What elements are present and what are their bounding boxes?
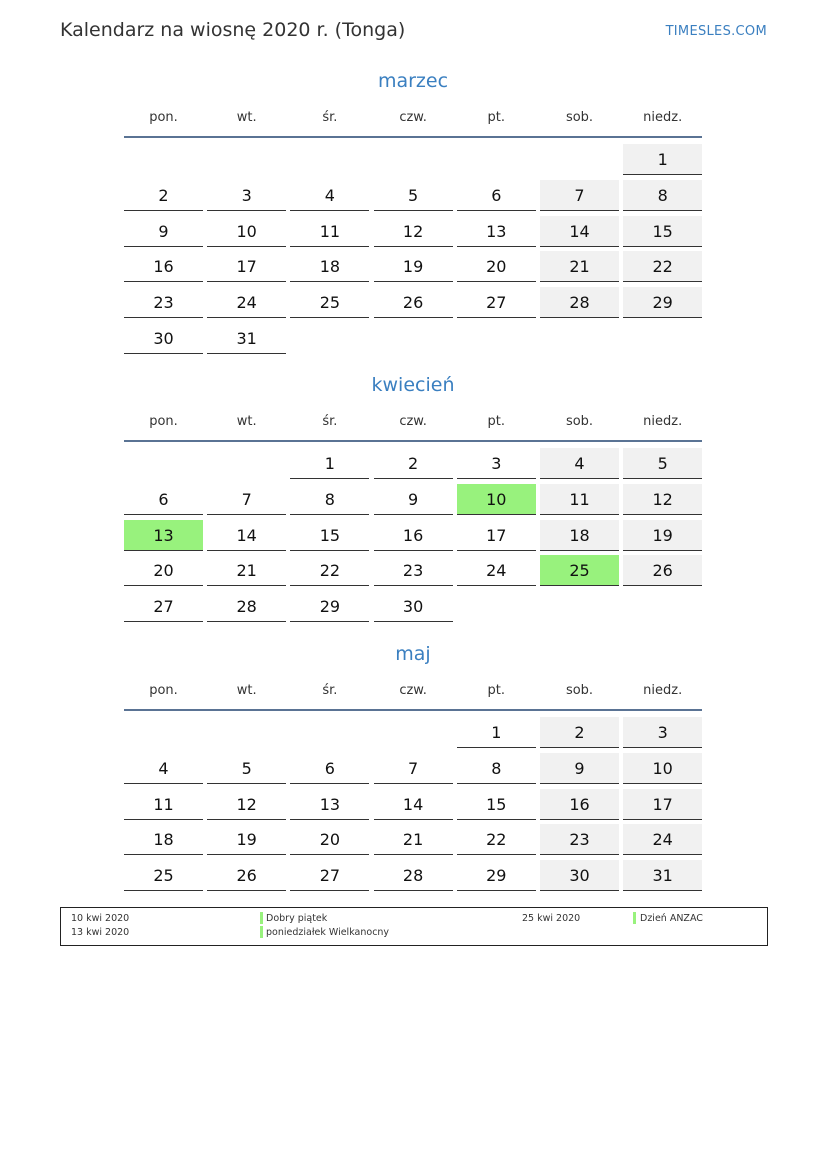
holiday-day-cell: 25 [540, 555, 619, 586]
day-cell: 9 [374, 484, 453, 515]
day-cell: 26 [207, 860, 286, 891]
day-cell: 29 [623, 287, 702, 318]
day-cell: 28 [374, 860, 453, 891]
legend-holiday-name: poniedziałek Wielkanocny [260, 927, 389, 938]
day-cell: 18 [540, 520, 619, 551]
day-cell: 17 [207, 251, 286, 282]
day-cell: 14 [374, 789, 453, 820]
day-cell: 4 [124, 753, 203, 784]
day-cell: 28 [207, 591, 286, 622]
weekday-label: wt. [236, 414, 257, 429]
day-cell: 13 [290, 789, 369, 820]
month-title: marzec [377, 70, 449, 92]
day-cell: 5 [374, 180, 453, 211]
day-cell: 21 [207, 555, 286, 586]
legend-holiday-name: Dobry piątek [260, 913, 327, 924]
day-cell: 30 [374, 591, 453, 622]
day-cell: 21 [540, 251, 619, 282]
weekday-header [124, 683, 702, 703]
day-cell: 10 [207, 216, 286, 247]
day-cell: 22 [623, 251, 702, 282]
weekday-label: wt. [236, 683, 257, 698]
day-cell: 20 [124, 555, 203, 586]
day-cell: 16 [124, 251, 203, 282]
day-cell: 8 [290, 484, 369, 515]
day-cell: 25 [124, 860, 203, 891]
day-cell: 12 [374, 216, 453, 247]
weekday-label: czw. [399, 110, 427, 125]
day-cell: 29 [457, 860, 536, 891]
day-cell: 23 [540, 824, 619, 855]
weekday-label: śr. [322, 414, 338, 429]
weekday-label: pt. [487, 110, 506, 125]
weekday-label: pt. [487, 414, 506, 429]
day-cell: 22 [457, 824, 536, 855]
weekday-label: niedz. [643, 110, 683, 125]
day-cell: 2 [374, 448, 453, 479]
day-cell: 11 [540, 484, 619, 515]
day-cell: 1 [290, 448, 369, 479]
legend-row [61, 913, 767, 927]
day-cell: 15 [457, 789, 536, 820]
day-cell: 16 [374, 520, 453, 551]
day-cell: 6 [124, 484, 203, 515]
legend-holiday-name: Dzień ANZAC [633, 913, 703, 924]
day-cell: 15 [623, 216, 702, 247]
day-cell: 19 [207, 824, 286, 855]
legend-date: 10 kwi 2020 [71, 913, 130, 924]
header-rule [124, 709, 702, 711]
day-cell: 27 [124, 591, 203, 622]
weekday-label: pt. [487, 683, 506, 698]
day-cell: 20 [457, 251, 536, 282]
day-cell: 3 [457, 448, 536, 479]
day-cell: 16 [540, 789, 619, 820]
holiday-day-cell: 13 [124, 520, 203, 551]
day-cell: 30 [540, 860, 619, 891]
day-cell: 10 [623, 753, 702, 784]
day-cell: 21 [374, 824, 453, 855]
weekday-label: pon. [149, 683, 178, 698]
weekday-label: sob. [565, 683, 594, 698]
day-cell: 3 [207, 180, 286, 211]
weekday-label: sob. [565, 110, 594, 125]
day-cell: 19 [374, 251, 453, 282]
day-cell: 1 [623, 144, 702, 175]
brand-link[interactable]: TIMESLES.COM [665, 24, 767, 39]
day-cell: 7 [207, 484, 286, 515]
day-cell: 31 [207, 323, 286, 354]
day-cell: 9 [540, 753, 619, 784]
day-cell: 15 [290, 520, 369, 551]
day-cell: 7 [374, 753, 453, 784]
day-cell: 8 [623, 180, 702, 211]
header-rule [124, 440, 702, 442]
day-cell: 23 [124, 287, 203, 318]
weekday-label: wt. [236, 110, 257, 125]
day-cell: 27 [290, 860, 369, 891]
legend-date: 13 kwi 2020 [71, 927, 130, 938]
day-cell: 29 [290, 591, 369, 622]
legend-row [61, 927, 767, 941]
day-cell: 3 [623, 717, 702, 748]
day-cell: 31 [623, 860, 702, 891]
weekday-label: sob. [565, 414, 594, 429]
page-title: Kalendarz na wiosnę 2020 r. (Tonga) [60, 19, 406, 41]
day-cell: 20 [290, 824, 369, 855]
day-cell: 11 [124, 789, 203, 820]
weekday-label: niedz. [643, 414, 683, 429]
day-cell: 2 [540, 717, 619, 748]
day-cell: 25 [290, 287, 369, 318]
day-cell: 26 [374, 287, 453, 318]
day-cell: 14 [207, 520, 286, 551]
day-cell: 1 [457, 717, 536, 748]
day-cell: 23 [374, 555, 453, 586]
weekday-label: czw. [399, 414, 427, 429]
weekday-header [124, 110, 702, 130]
day-cell: 17 [457, 520, 536, 551]
day-cell: 24 [457, 555, 536, 586]
day-cell: 17 [623, 789, 702, 820]
day-cell: 24 [207, 287, 286, 318]
month-title: kwiecień [371, 374, 455, 396]
day-cell: 28 [540, 287, 619, 318]
weekday-label: śr. [322, 683, 338, 698]
day-cell: 22 [290, 555, 369, 586]
day-cell: 9 [124, 216, 203, 247]
weekday-header [124, 414, 702, 434]
day-cell: 24 [623, 824, 702, 855]
header-rule [124, 136, 702, 138]
day-cell: 19 [623, 520, 702, 551]
day-cell: 18 [290, 251, 369, 282]
day-cell: 4 [540, 448, 619, 479]
day-cell: 6 [290, 753, 369, 784]
day-cell: 7 [540, 180, 619, 211]
weekday-label: niedz. [643, 683, 683, 698]
day-cell: 8 [457, 753, 536, 784]
weekday-label: śr. [322, 110, 338, 125]
day-cell: 12 [623, 484, 702, 515]
day-cell: 14 [540, 216, 619, 247]
day-cell: 30 [124, 323, 203, 354]
day-cell: 2 [124, 180, 203, 211]
holiday-legend [60, 907, 768, 946]
weekday-label: czw. [399, 683, 427, 698]
day-cell: 11 [290, 216, 369, 247]
day-cell: 5 [207, 753, 286, 784]
legend-date: 25 kwi 2020 [522, 913, 581, 924]
day-cell: 4 [290, 180, 369, 211]
day-cell: 18 [124, 824, 203, 855]
day-cell: 27 [457, 287, 536, 318]
month-title: maj [395, 643, 431, 665]
day-cell: 26 [623, 555, 702, 586]
weekday-label: pon. [149, 414, 178, 429]
day-cell: 13 [457, 216, 536, 247]
weekday-label: pon. [149, 110, 178, 125]
day-cell: 12 [207, 789, 286, 820]
day-cell: 5 [623, 448, 702, 479]
day-cell: 6 [457, 180, 536, 211]
holiday-day-cell: 10 [457, 484, 536, 515]
